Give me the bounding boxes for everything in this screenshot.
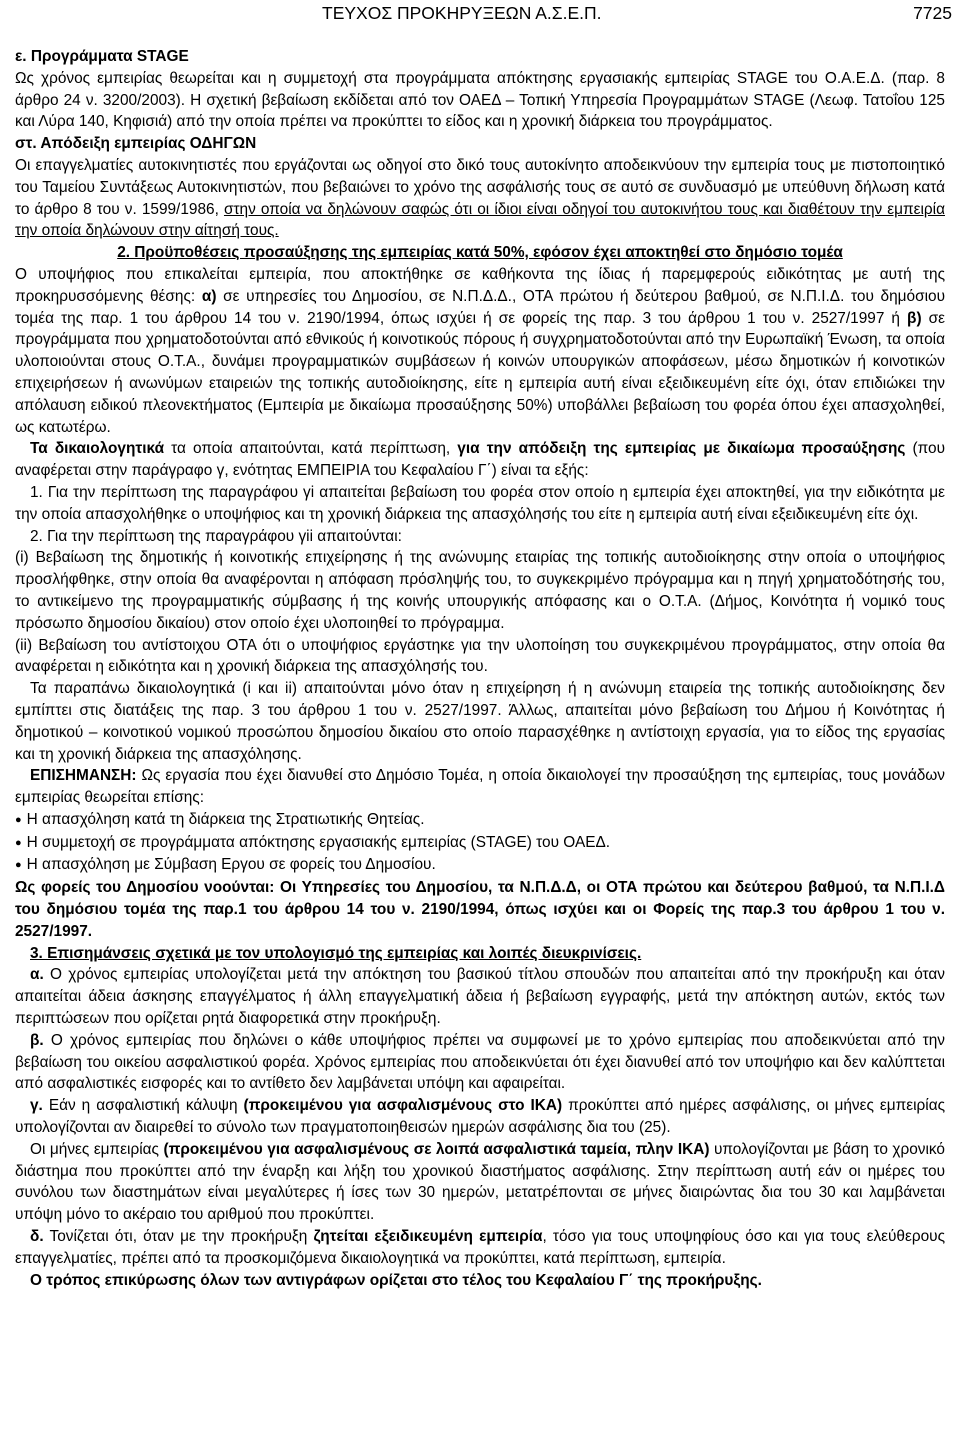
section3-item-b: β. Ο χρόνος εμπειρίας που δηλώνει ο κάθε υποψήφιος πρέπει να συμφωνεί με το χρόνο εμπειρίας που αποδεικνύεται από την βεβαίωση του οικείου ασφαλιστικού φορέα. Χρόνος εμπειρίας που αποδεικνύεται ότι έχει διανυθεί από τον υποψήφιο και δεν καλύπτεται από ασφαλιστικές εισφορές και το αντίθετο δεν λαμβάνεται υπόψη και αφαιρείται. [15,1031,945,1093]
drivers-heading: στ. Απόδειξη εμπειρίας ΟΔΗΓΩΝ [15,135,257,153]
notice-paragraph: ΕΠΙΣΗΜΑΝΣΗ: Ως εργασία που έχει διανυθεί στο Δημόσιο Τομέα, η οποία δικαιολογεί την προσαύξηση της εμπειρίας, τους μονάδων εμπειρίας θεωρείται επίσης: [15,767,946,807]
documents-item-2-ii: (ii) Βεβαίωση του αντίστοιχου ΟΤΑ ότι ο υποψήφιος εργάστηκε για την υλοποίηση του συγκεκριμένου προγράμματος, στην οποία θα αναφέρεται η ειδικότητα και η χρονική διάρκεια της απασχόλησής του. [15,636,945,676]
stage-paragraph: Ως χρόνος εμπειρίας θεωρείται και η συμμετοχή στα προγράμματα απόκτησης εργασιακής εμπειρίας STAGE του Ο.Α.Ε.Δ. (παρ. 8 άρθρο 24 ν. 3200/2003). Η σχετική βεβαίωση εκδίδεται από τον ΟΑΕΔ – Τοπική Υπηρεσία Προγραμμάτων STAGE (Λεωφ. Τατοΐου 125 και Λύρα 140, Κηφισιά) από την οποία πρέπει να προκύπτει το είδος και η χρονική διάρκεια του προγράμματος. [15,69,945,131]
gazette-title: ΤΕΥΧΟΣ ΠΡΟΚΗΡΥΞΕΩΝ Α.Σ.Ε.Π. [322,3,602,23]
drivers-paragraph: Οι επαγγελματίες αυτοκινητιστές που εργάζονται ως οδηγοί στο δικό τους αυτοκίνητο αποδεικνύουν την εμπειρία τους με πιστοποιητικό του Ταμείου Συντάξεως Αυτοκινητιστών, που βεβαιώνει το χρόνο της ασφάλισής τους σε αυτό σε συνδυασμό με υπεύθυνη δήλωση κατά το άρθρο 8 του ν. 1599/1986, στην οποία να δηλώνουν σαφώς ότι οι ίδιοι είναι οδηγοί του αυτοκινήτου τους και διαθέτουν την εμπειρία την οποία δηλώνουν στην αίτησή τους. [15,156,945,240]
closing-statement: Ο τρόπος επικύρωσης όλων των αντιγράφων ορίζεται στο τέλος του Κεφαλαίου Γ΄ της προκήρυξης. [30,1271,762,1289]
notice-bullet: ● Η απασχόληση με Σύμβαση Εργου σε φορείς του Δημοσίου. [15,854,945,877]
documents-item-2: 2. Για την περίπτωση της παραγράφου γii απαιτούνται: [30,527,402,545]
section2-paragraph: Ο υποψήφιος που επικαλείται εμπειρία, που αποκτήθηκε σε καθήκοντα της ίδιας ή παρεμφερούς ειδικότητας με αυτή της προκηρυσσόμενης θέσης: α) σε υπηρεσίες του Δημοσίου, σε Ν.Π.Δ.Δ., ΟΤΑ πρώτου ή δεύτερου βαθμού, σε Ν.Π.Ι.Δ. του δημόσιου τομέα της παρ. 1 του άρθρου 14 του ν. 2190/1994, όπως ισχύει ή σε φορείς της παρ. 3 του άρθρου 1 του ν. 2527/1997 ή β) σε προγράμματα που χρηματοδοτούνται από εθνικούς ή κοινοτικούς πόρους ή συγχρηματοδοτούνται από την Ευρωπαϊκή Ένωση, τα οποία υλοποιούνται στους Ο.Τ.Α., δυνάμει προγραμματικών συμβάσεων ή κοινών υπουργικών αποφάσεων, μέσω δημοτικών ή κοινοτικών επιχειρήσεων ή ανωνύμων εταιρειών της τοπικής αυτοδιοίκησης, είτε η εμπειρία αυτή είναι εξειδικευμένη είτε όχι, όταν επιδιώκει την απόλαυση ειδικού πλεονεκτήματος (Εμπειρία με δικαίωμα προσαύξησης 50%) υποβάλλει βεβαίωση του φορέα όπου έχει απασχοληθεί, ως κατωτέρω. [15,265,945,436]
drivers-underlined-text: στην οποία να δηλώνουν σαφώς ότι οι ίδιοι είναι οδηγοί του αυτοκινήτου τους και διαθέτουν την εμπειρία την οποία δηλώνουν στην αίτησή τους. [15,200,945,240]
section3-item-a: α. Ο χρόνος εμπειρίας υπολογίζεται μετά την απόκτηση του βασικού τίτλου σπουδών που απαιτείται από την προκήρυξη και όταν απαιτείται άδεια άσκησης επαγγέλματος ή άλλη επαγγελματική άδεια ή βεβαίωση εγγραφής, μετά την απόκτηση αυτών, εκτός των περιπτώσεων που ορίζεται ρητά διαφορετικά στην προκήρυξη. [15,966,945,1028]
section3-item-c-months: Οι μήνες εμπειρίας (προκειμένου για ασφαλισμένους σε λοιπά ασφαλιστικά ταμεία, πλην ΙΚΑ) υπολογίζονται με βάση το χρονικό διάστημα που προκύπτει από την έναρξη και λήξη του χρονικού διαστήματος ασφάλισης. Στην περίπτωση αυτή εάν οι ημέρες του συνόλου των διαστημάτων είναι μεγαλύτερες ή ίσες των 30 ημερών, μετατρέπονται σε μήνες διαιρώντας δια του 30 και λαμβάνεται υπόψη μόνο το ακέραιο του αριθμού που προκύπτει. [15,1140,945,1224]
section3-item-d: δ. Τονίζεται ότι, όταν με την προκήρυξη ζητείται εξειδικευμένη εμπειρία, τόσο για τους υποψηφίους όσο και για τους ελεύθερους επαγγελματίες, πρέπει από τα προσκομιζόμενα δικαιολογητικά να προκύπτει, κατά περίπτωση, εμπειρία. [15,1228,945,1267]
section3-item-c: γ. Εάν η ασφαλιστική κάλυψη (προκειμένου για ασφαλισμένους στο ΙΚΑ) προκύπτει από ημέρες ασφάλισης, οι μήνες εμπειρίας υπολογίζονται αν διαιρεθεί το σύνολο των πραγματοποιηθεισών ημερών ασφάλισης δια του (25). [15,1097,946,1137]
page-number: 7725 [913,3,952,23]
document-body [15,46,945,1291]
notice-bullet: ● Η συμμετοχή σε προγράμματα απόκτησης εργασιακής εμπειρίας (STAGE) του ΟΑΕΔ. [15,832,945,855]
documents-intro: Τα δικαιολογητικά τα οποία απαιτούνται, κατά περίπτωση, για την απόδειξη της εμπειρίας με δικαίωμα προσαύξησης (που αναφέρεται στην παράγραφο γ, ενότητας ΕΜΠΕΙΡΙΑ του Κεφαλαίου Γ΄) είναι τα εξής: [15,440,946,480]
documents-item-1: 1. Για την περίπτωση της παραγράφου γi απαιτείται βεβαίωση του φορέα στον οποίο η εμπειρία έχει αποκτηθεί, για την ειδικότητα με την οποία απασχολήθηκε ο υποψήφιος και τη χρονική διάρκεια της απασχόλησής του είτε η εμπειρία αυτή είναι εξειδικευμένη είτε όχι. [15,483,945,523]
notice-bullet: ● Η απασχόληση κατά τη διάρκεια της Στρατιωτικής Θητείας. [15,809,945,832]
documents-item-2-i: (i) Βεβαίωση της δημοτικής ή κοινοτικής επιχείρησης ή της ανώνυμης εταιρίας της τοπικής αυτοδιοίκησης στην οποία ο υποψήφιος προσλήφθηκε, στην οποία θα αναφέρονται η απόφαση πρόσληψής του, το συγκεκριμένο πρόγραμμα και η πηγή χρηματοδότησής του, το αντικείμενο της προγραμματικής σύμβασης ή της κοινής υπουργικής απόφασης και ο Ο.Τ.Α. (Δήμος, Κοινότητα ή νομικό τους πρόσωπο δημοσίου δικαίου) στον οποίο έχει υλοποιηθεί το πρόγραμμα. [15,549,945,632]
page-header [0,0,960,26]
documents-note: Τα παραπάνω δικαιολογητικά (i και ii) απαιτούνται μόνο όταν η επιχείρηση ή η ανώνυμη εταιρεία της τοπικής αυτοδιοίκησης δεν εμπίπτει στις διατάξεις της παρ. 3 του άρθρου 1 του ν. 2527/1997. Άλλως, απαιτείται μόνο βεβαίωση του Δήμου ή Κοινότητας ή δημοτικού – κοινοτικού νομικού προσώπου δημοσίου δικαίου στο οποίο παρασχέθηκε η αντίστοιχη εργασία, για το είδος της εργασίας και τη χρονική διάρκεια της απασχόλησης. [15,680,945,763]
public-bodies-definition: Ως φορείς του Δημοσίου νοούνται: Οι Υπηρεσίες του Δημοσίου, τα Ν.Π.Δ.Δ, οι ΟΤΑ πρώτου και δεύτερου βαθμού, τα Ν.Π.Ι.Δ του δημόσιου τομέα της παρ.1 του άρθρου 14 του ν. 2190/1994, όπως ισχύει και οι Φορείς της παρ.3 του άρθρου 1 του ν. 2527/1997. [15,879,945,940]
section2-heading: 2. Προϋποθέσεις προσαύξησης της εμπειρίας κατά 50%, εφόσον έχει αποκτηθεί στο δημόσιο τομέα [117,244,843,262]
stage-heading: ε. Προγράμματα STAGE [15,48,189,65]
section3-heading: 3. Επισημάνσεις σχετικά με τον υπολογισμό της εμπειρίας και λοιπές διευκρινίσεις. [30,944,642,962]
